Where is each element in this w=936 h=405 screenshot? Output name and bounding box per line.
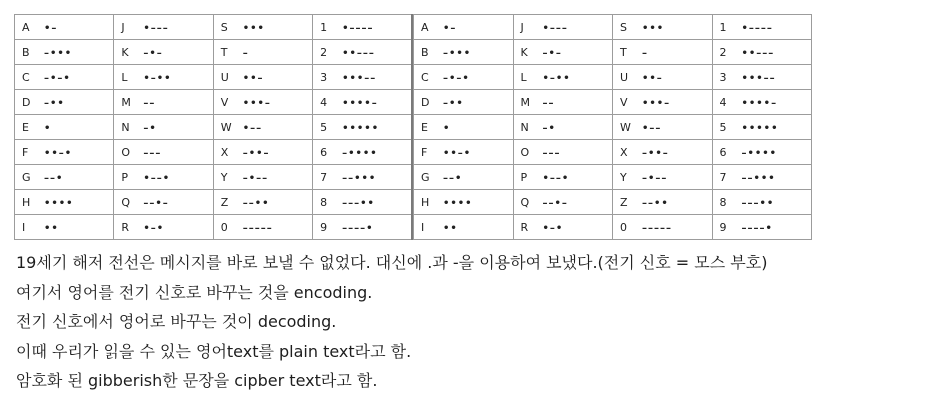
morse-code: –••• — [443, 47, 472, 59]
morse-row — [414, 140, 812, 165]
morse-cell — [613, 65, 713, 90]
morse-cell — [114, 140, 213, 165]
morse-code: ••––– — [741, 47, 775, 59]
morse-code: –––•• — [741, 197, 775, 209]
morse-code: –•• — [443, 97, 464, 109]
morse-cell — [15, 215, 114, 240]
morse-character: 5 — [320, 120, 328, 134]
note-line: 암호화 된 gibberish한 문장을 cipber text라고 함. — [16, 371, 378, 390]
morse-cell — [414, 90, 514, 115]
morse-character: 9 — [320, 220, 328, 234]
morse-code: –•– — [143, 47, 163, 59]
morse-cell — [114, 15, 213, 40]
morse-character: B — [22, 45, 30, 59]
morse-cell — [613, 15, 713, 40]
morse-character: 8 — [320, 195, 328, 209]
morse-code: •––– — [542, 22, 568, 34]
morse-cell — [213, 65, 312, 90]
morse-code: – — [242, 47, 249, 59]
morse-code: ••– — [242, 72, 264, 84]
morse-cell — [114, 40, 213, 65]
morse-cell — [712, 15, 812, 40]
morse-code: ––– — [542, 147, 561, 159]
morse-cell — [712, 165, 812, 190]
morse-character: 0 — [620, 220, 627, 234]
morse-code: –––•• — [342, 197, 375, 209]
morse-character: R — [121, 220, 130, 234]
morse-character: F — [421, 145, 428, 159]
morse-character: L — [121, 70, 128, 84]
morse-code: •–• — [542, 222, 564, 234]
morse-code: –•••• — [342, 147, 378, 159]
morse-character: P — [520, 170, 528, 184]
morse-character: 1 — [719, 20, 727, 34]
morse-character: 7 — [320, 170, 328, 184]
morse-code: –•••• — [741, 147, 778, 159]
morse-code: ––––• — [741, 222, 773, 234]
morse-code-figure — [14, 14, 812, 236]
morse-code: •••• — [44, 197, 74, 209]
morse-cell — [313, 165, 412, 190]
morse-row — [414, 215, 812, 240]
morse-character: V — [620, 95, 628, 109]
morse-character: O — [121, 145, 131, 159]
morse-code: •••– — [242, 97, 271, 109]
morse-character: D — [22, 95, 31, 109]
morse-code: •––• — [542, 172, 570, 184]
morse-cell — [313, 140, 412, 165]
morse-character: A — [421, 20, 429, 34]
morse-code: •–– — [242, 122, 263, 134]
morse-code: ––––• — [342, 222, 374, 234]
morse-character: I — [22, 220, 26, 234]
morse-cell — [712, 190, 812, 215]
morse-row — [15, 190, 413, 215]
note-line: 19세기 해저 전선은 메시지를 바로 보낼 수 없었다. 대신에 .과 -을 이용하여 보냈다.(전기 신호 = 모스 부호) — [16, 253, 768, 272]
morse-character: 3 — [320, 70, 328, 84]
morse-character: 2 — [719, 45, 727, 59]
morse-character: X — [620, 145, 628, 159]
morse-character: 4 — [320, 95, 328, 109]
morse-code: ––•• — [642, 197, 669, 209]
morse-cell — [114, 190, 213, 215]
morse-cell — [313, 65, 412, 90]
morse-code: •••– — [642, 97, 671, 109]
morse-character: T — [620, 45, 627, 59]
morse-character: R — [520, 220, 529, 234]
morse-character: N — [121, 120, 130, 134]
morse-cell — [513, 165, 613, 190]
morse-cell — [15, 165, 114, 190]
morse-cell — [213, 40, 312, 65]
morse-cell — [213, 215, 312, 240]
morse-code: –••– — [642, 147, 669, 159]
morse-character: C — [22, 70, 30, 84]
morse-code: ––• — [443, 172, 463, 184]
morse-character: L — [520, 70, 527, 84]
morse-character: M — [121, 95, 131, 109]
morse-character: O — [520, 145, 530, 159]
morse-cell — [313, 190, 412, 215]
morse-character: T — [220, 45, 228, 59]
morse-character: E — [421, 120, 428, 134]
morse-code: • — [44, 122, 52, 134]
morse-code: –•–– — [642, 172, 668, 184]
morse-cell — [213, 190, 312, 215]
morse-character: E — [22, 120, 29, 134]
morse-cell — [513, 215, 613, 240]
morse-cell — [313, 90, 412, 115]
morse-code: • — [443, 122, 451, 134]
morse-code: •–•• — [143, 72, 172, 84]
morse-code: ––••• — [342, 172, 377, 184]
morse-row — [15, 115, 413, 140]
morse-code: ••••• — [342, 122, 380, 134]
morse-character: J — [520, 20, 524, 34]
morse-row — [15, 140, 413, 165]
morse-cell — [15, 140, 114, 165]
morse-cell — [513, 90, 613, 115]
morse-character: M — [520, 95, 530, 109]
morse-code: – — [642, 47, 648, 59]
morse-character: S — [620, 20, 627, 34]
morse-character: 2 — [320, 45, 328, 59]
morse-cell — [414, 140, 514, 165]
morse-row — [15, 90, 413, 115]
morse-cell — [114, 90, 213, 115]
morse-cell — [513, 140, 613, 165]
morse-cell — [613, 190, 713, 215]
morse-character: I — [421, 220, 425, 234]
morse-character: H — [421, 195, 430, 209]
morse-code: •–• — [143, 222, 165, 234]
note-line: 이때 우리가 읽을 수 있는 영어text를 plain text라고 함. — [16, 341, 412, 361]
morse-character: K — [520, 45, 528, 59]
morse-character: Z — [620, 195, 628, 209]
morse-cell — [513, 15, 613, 40]
morse-row — [15, 65, 413, 90]
morse-code: ••––– — [342, 47, 375, 59]
morse-character: J — [121, 20, 125, 34]
morse-cell — [513, 190, 613, 215]
morse-code: ––––– — [242, 222, 273, 234]
morse-row — [15, 15, 413, 40]
morse-code: ••–• — [443, 147, 472, 159]
morse-code: –•–• — [443, 72, 470, 84]
morse-code: •–––– — [342, 22, 374, 34]
morse-character: W — [620, 120, 631, 134]
morse-code: ••••– — [741, 97, 778, 109]
morse-code: ––– — [143, 147, 162, 159]
morse-cell — [114, 65, 213, 90]
morse-cell — [414, 115, 514, 140]
morse-character: S — [220, 20, 228, 34]
morse-character: Y — [620, 170, 627, 184]
morse-character: B — [421, 45, 429, 59]
morse-character: A — [22, 20, 30, 34]
morse-character: 8 — [719, 195, 727, 209]
morse-code: •••–– — [741, 72, 776, 84]
morse-cell — [114, 215, 213, 240]
morse-cell — [213, 15, 312, 40]
morse-cell — [414, 215, 514, 240]
morse-row — [414, 165, 812, 190]
morse-cell — [15, 40, 114, 65]
morse-cell — [15, 190, 114, 215]
morse-cell — [414, 190, 514, 215]
morse-cell — [613, 140, 713, 165]
morse-code: –••• — [44, 47, 73, 59]
morse-code: ••• — [642, 22, 665, 34]
morse-code: ––• — [44, 172, 64, 184]
morse-cell — [712, 140, 812, 165]
morse-row — [414, 15, 812, 40]
morse-character: H — [22, 195, 31, 209]
morse-code: ••–• — [44, 147, 73, 159]
morse-character: G — [22, 170, 31, 184]
morse-cell — [513, 40, 613, 65]
notes-text — [16, 248, 926, 396]
morse-code: •–•• — [542, 72, 571, 84]
morse-character: X — [220, 145, 229, 159]
morse-cell — [313, 40, 412, 65]
morse-cell — [15, 115, 114, 140]
note-line: 전기 신호에서 영어로 바꾸는 것이 decoding. — [16, 312, 337, 331]
morse-code: •– — [44, 22, 58, 34]
morse-character: 4 — [719, 95, 727, 109]
morse-code: –•• — [44, 97, 65, 109]
morse-character: Q — [520, 195, 530, 209]
morse-code: ––•• — [242, 197, 270, 209]
morse-character: 9 — [719, 220, 727, 234]
morse-character: U — [220, 70, 229, 84]
morse-cell — [414, 65, 514, 90]
morse-code: •–––– — [741, 22, 773, 34]
note-line: 여기서 영어를 전기 신호로 바꾸는 것을 encoding. — [16, 282, 373, 302]
morse-code: –••– — [242, 147, 270, 159]
morse-code: –• — [542, 122, 556, 134]
morse-row — [414, 115, 812, 140]
morse-character: 3 — [719, 70, 727, 84]
morse-cell — [114, 115, 213, 140]
morse-cell — [213, 165, 312, 190]
morse-cell — [213, 90, 312, 115]
morse-cell — [712, 215, 812, 240]
morse-code: –•–– — [242, 172, 269, 184]
morse-character: U — [620, 70, 629, 84]
morse-code: •• — [44, 222, 59, 234]
morse-character: Z — [220, 195, 229, 209]
morse-character: 1 — [320, 20, 328, 34]
morse-character: F — [22, 145, 29, 159]
morse-character: P — [121, 170, 129, 184]
morse-character: C — [421, 70, 429, 84]
morse-code: •––• — [143, 172, 171, 184]
morse-cell — [613, 115, 713, 140]
morse-code: ––•– — [542, 197, 568, 209]
morse-table-body — [414, 15, 812, 240]
morse-cell — [313, 115, 412, 140]
morse-cell — [613, 215, 713, 240]
morse-row — [15, 165, 413, 190]
morse-code: •–– — [642, 122, 662, 134]
morse-character: 6 — [719, 145, 727, 159]
morse-code: •••–– — [342, 72, 377, 84]
morse-code: •••• — [443, 197, 473, 209]
morse-cell — [213, 140, 312, 165]
morse-cell — [613, 40, 713, 65]
morse-code: •– — [443, 22, 457, 34]
morse-character: 7 — [719, 170, 727, 184]
morse-table-left — [14, 14, 413, 240]
morse-code: ••• — [242, 22, 265, 34]
morse-row — [414, 40, 812, 65]
morse-cell — [114, 165, 213, 190]
morse-character: W — [220, 120, 232, 134]
morse-code: •• — [443, 222, 458, 234]
morse-cell — [414, 165, 514, 190]
morse-cell — [613, 165, 713, 190]
morse-character: 0 — [220, 220, 228, 234]
morse-cell — [712, 65, 812, 90]
morse-character: G — [421, 170, 430, 184]
morse-row — [414, 65, 812, 90]
morse-row — [414, 190, 812, 215]
morse-cell — [712, 40, 812, 65]
morse-cell — [313, 215, 412, 240]
morse-code: –•–• — [44, 72, 71, 84]
morse-code: ––•– — [143, 197, 169, 209]
morse-code: ••••– — [342, 97, 378, 109]
morse-code: ––––– — [642, 222, 672, 234]
morse-code: ––••• — [741, 172, 776, 184]
morse-character: 5 — [719, 120, 727, 134]
morse-code: –•– — [542, 47, 562, 59]
morse-table-body — [15, 15, 413, 240]
morse-code: –• — [143, 122, 157, 134]
morse-table-right — [413, 14, 812, 240]
morse-cell — [213, 115, 312, 140]
morse-code: ••••• — [741, 122, 779, 134]
morse-cell — [712, 115, 812, 140]
morse-code: –– — [143, 97, 156, 109]
morse-code: •––– — [143, 22, 169, 34]
morse-character: K — [121, 45, 129, 59]
morse-character: D — [421, 95, 430, 109]
morse-cell — [313, 15, 412, 40]
morse-cell — [513, 115, 613, 140]
morse-cell — [613, 90, 713, 115]
morse-character: Y — [220, 170, 228, 184]
morse-row — [15, 40, 413, 65]
morse-row — [15, 215, 413, 240]
morse-cell — [414, 40, 514, 65]
morse-code: –– — [542, 97, 555, 109]
morse-cell — [414, 15, 514, 40]
morse-character: 6 — [320, 145, 328, 159]
morse-cell — [15, 15, 114, 40]
morse-cell — [513, 65, 613, 90]
morse-cell — [15, 90, 114, 115]
morse-character: Q — [121, 195, 131, 209]
morse-cell — [15, 65, 114, 90]
morse-row — [414, 90, 812, 115]
morse-code: ••– — [642, 72, 663, 84]
morse-cell — [712, 90, 812, 115]
morse-character: N — [520, 120, 529, 134]
morse-character: V — [220, 95, 229, 109]
